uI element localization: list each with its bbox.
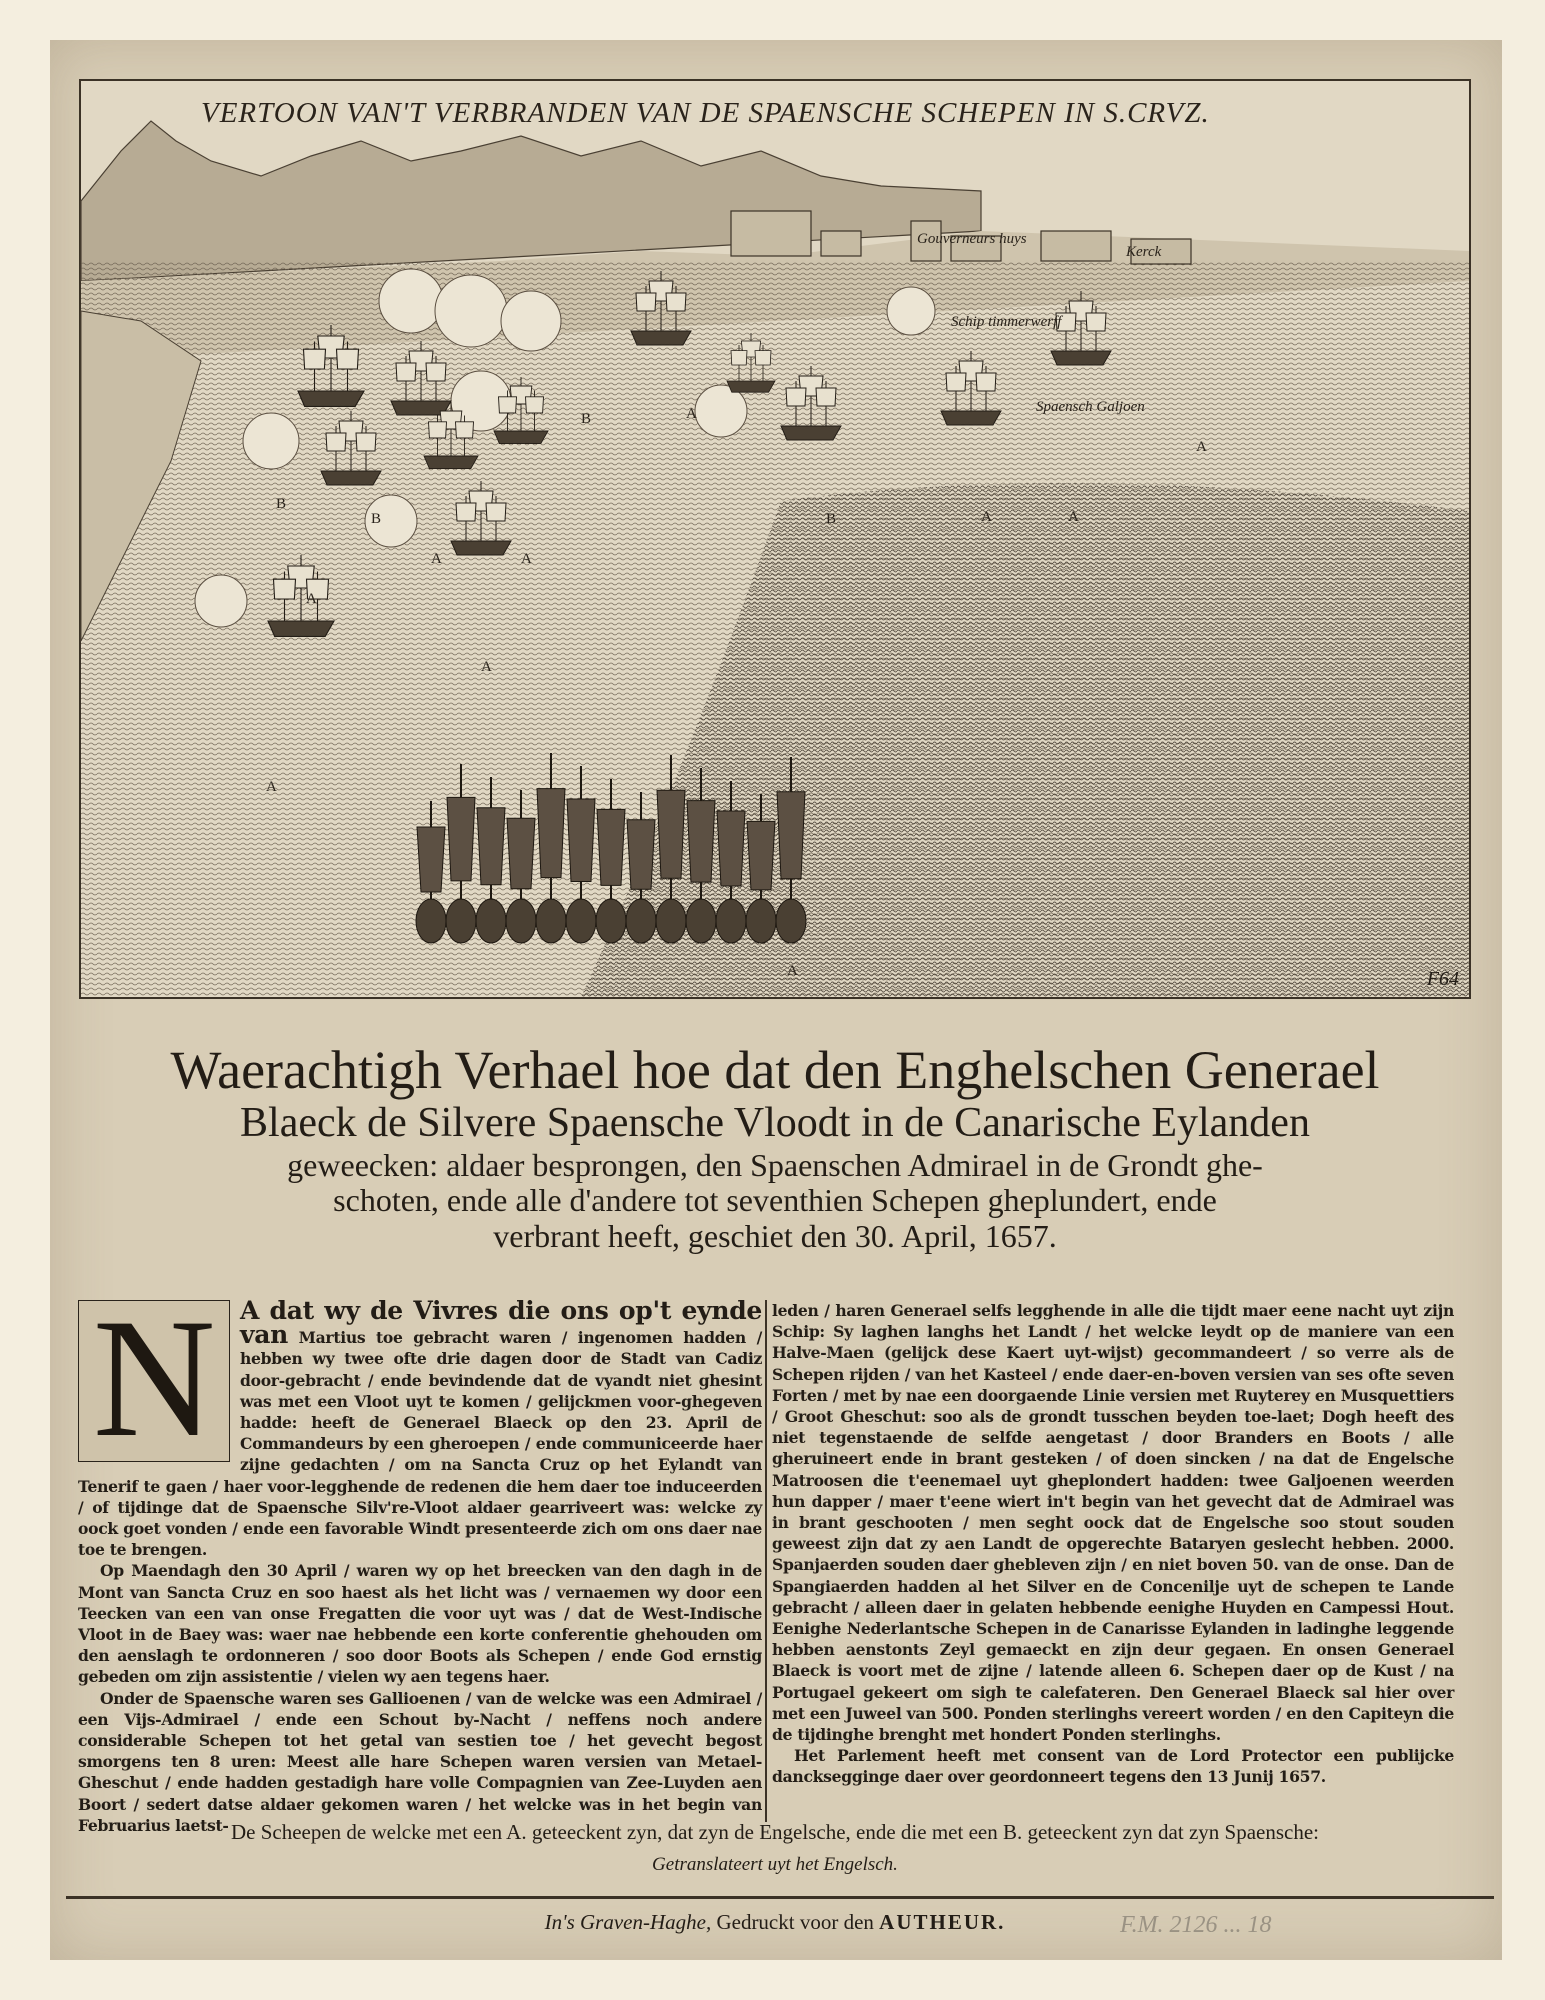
marker-b: B [581,411,592,427]
headline-line: geweecken: aldaer besprongen, den Spaenschen Admirael in de Grondt ghe- [287,1146,1263,1183]
paragraph: Het Parlement heeft met consent van de Lord Protector een publijcke dancksegginge daer over geordonneert tegens den 13 Junij 1657. [772,1746,1454,1787]
headline-line: schoten, ende alle d'andere tot seventhien Schepen gheplundert, ende [333,1182,1217,1219]
marker-a: A [1068,509,1079,525]
label-governors-house: Gouverneurs huys [917,231,1027,247]
ship-legend: De Scheepen de welcke met een A. geteeckent zyn, dat zyn de Engelsche, ende die met een B. geteeckent zyn dat zyn Spaensche: [230,1820,1320,1844]
decorated-initial: N [78,1300,230,1462]
column-divider [765,1300,767,1822]
text-column-right [772,1300,1454,1820]
marker-a: A [306,591,317,607]
marker-b: B [276,496,287,512]
label-shipyard: Schip timmerwerff [951,314,1062,330]
translation-note: Getranslateert uyt het Engelsch. [652,1854,898,1875]
engraving-plate [79,79,1471,999]
imprint-author: AUTHEUR. [879,1910,1006,1934]
plate-title: VERTOON VAN'T VERBRANDEN VAN DE SPAENSCHE SCHEPEN IN S.CRVZ. [201,97,1210,129]
paragraph: Onder de Spaensche waren ses Gallioenen / van de welcke was een Admirael / een Vijs-Admirael / ende een Schout by-Nacht / neffens noch andere considerable Schepen tot het getal van sestien toe / het gevecht begost smorgens ten 8 uren: Meest alle hare Schepen waren versien van Metael-Gheschut / ende hadden gestadigh hare volle Compagnien van Zee-Luyden aen Boort / sedert datse aldaer gekomen waren / het welcke was in het begin van Februarius laetst- [78,1688,762,1835]
plate-number: F64 [1426,968,1459,990]
marker-b: B [826,511,837,527]
marker-b: B [371,511,382,527]
marker-a: A [431,551,442,567]
marker-a: A [787,963,798,979]
imprint-printed: Gedruckt voor den [716,1910,874,1934]
imprint-city: In's Graven-Haghe, [544,1910,712,1934]
label-church: Kerck [1126,244,1162,260]
label-spanish-galleon: Spaensch Galjoen [1036,399,1145,415]
marker-a: A [1196,439,1207,455]
marker-a: A [981,509,992,525]
headline-line: Waerachtigh Verhael hoe dat den Enghelschen Generael [170,1040,1380,1100]
naval-battle-engraving [81,81,1469,997]
paragraph: leden / haren Generael selfs legghende in alle die tijdt maer eene nacht uyt zijn Schip: Sy laghen langhs het Landt / het welcke leydt op de maniere van een Halve-Maen (gelijck dese Kaert uyt-wijst) gecommandeert / so verre als de Schepen rijden / van het Kasteel / ende daer-en-boven versien van ses ofte seven Forten / met by nae een doorgaende Linie versien met Ruyterey en Musquettiers / Groot Gheschut: soo als de grondt tusschen beyden toe-laet; Dogh heeft des niet tegenstaende de selfde aengetast / door Branders en Boots / alle gheruineert ende in brant gesteken / of doen sincken / na dat de Engelsche Matroosen die t'eenemael uyt gheplondert hadden: twee Galjoenen weerden hun dapper / maer t'eene wiert in't begin van het gevecht dat de Admirael was in brant geschooten / men seght oock dat de Engelsche soo stout souden geweest zijn dat zy aen Landt de opgerechte Bataryen geslecht hebben. 2000. Spanjaerden souden daer ghebleven zijn / en niet boven 50. van de onse. Dan de Spangiaerden hadden al het Silver en de Concenilje uyt de schepen te Lande gebracht / alleen daer in gelaten hebbende eenighe Huyden en Campessi Hout. Eenighe Nederlantsche Schepen in de Canarisse Eylanden in ladinghe leggende hebben aenstonts Zeyl gemaeckt en zijn deur gegaen. En onsen Generael Blaeck is voort met de zijne / latende alleen 6. Schepen daer op de Kust / na Portugael gekeert om sigh te calefateren. Den Generael Blaeck sal hier over met een Juweel van 500. Ponden sterlinghs vereert worden / en den Capiteyn die de tijdinghe brenght met hondert Ponden sterlinghs. [772,1301,1454,1745]
horizontal-rule [66,1896,1494,1899]
text-column-left [78,1284,762,1835]
marker-a: A [521,551,532,567]
handwritten-annotation: F.M. 2126 ... 18 [1120,1912,1272,1938]
marker-a: A [266,779,277,795]
headline-line: verbrant heeft, geschiet den 30. April, 1657. [493,1218,1057,1255]
paragraph: Op Maendagh den 30 April / waren wy op het breecken van den dagh in de Mont van Sancta Cruz en soo haest als het licht was / vernaemen wy door een Teecken van een van onse Fregatten die voor uyt was / dat de West-Indische Vloot in de Baey was: waer nae hebbende een korte conferentie ghehouden om den aenslagh te ordonneren / soo door Boots als Schepen / ende God ernstig gebeden om zijn assistentie / vielen wy aen tegens haer. [78,1561,762,1687]
headline [70,1040,1480,1255]
paragraph: A dat wy de Vivres die ons op't eynde van Martius toe gebracht waren / ingenomen hadden / hebben wy twee ofte drie dagen door de Stadt van Cadiz door-gebracht / ende bevindende dat de vyandt niet ghesint was met een Vloot uyt te komen / gelijckmen voor-ghegeven hadde: heeft de Generael Blaeck op den 23. April de Commandeurs by een gheroepen / ende communiceerde haer zijne gedachten / om na Sancta Cruz op het Eylandt van Tenerif te gaen / haer voor-legghende de redenen die hem daer toe induceerden / of tijdinge dat de Spaensche Silv're-Vloot aldaer gearriveert was: welcke zy oock goet vonden / ende een favorable Windt presenteerde zich om ons daer nae toe te brengen. [78,1296,762,1560]
marker-a: A [481,659,492,675]
headline-line: Blaeck de Silvere Spaensche Vloodt in de Canarische Eylanden [240,1100,1310,1147]
marker-a: A [686,406,697,422]
